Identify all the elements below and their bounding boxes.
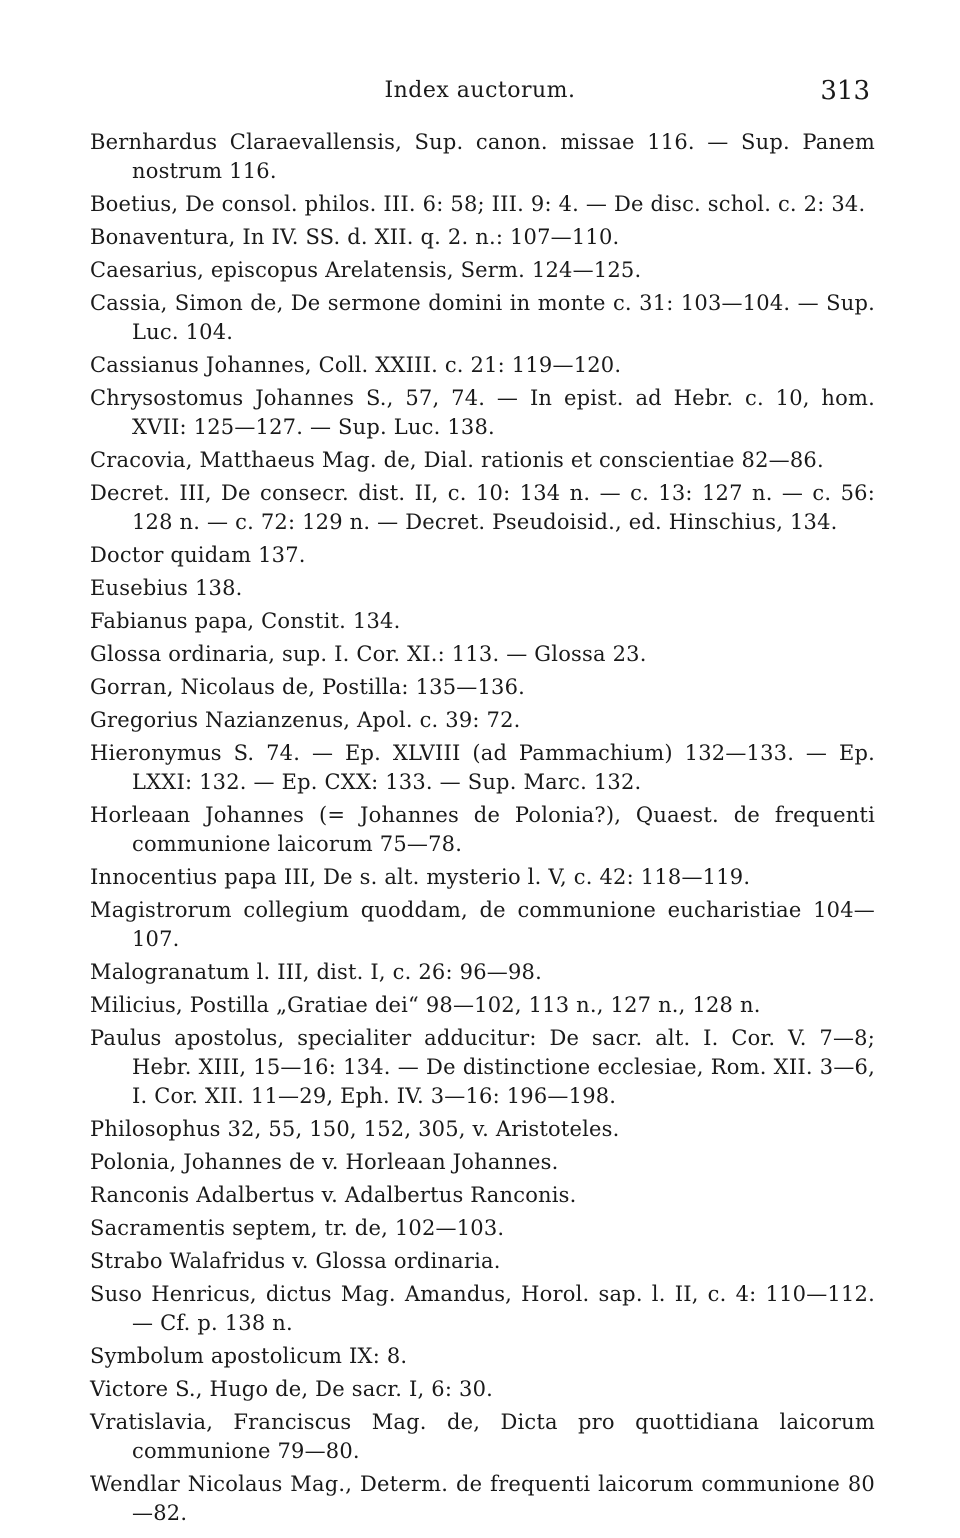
page-header	[90, 72, 870, 112]
index-entry: Sacramentis septem, tr. de, 102—103.	[90, 1216, 505, 1240]
index-entry: Glossa ordinaria, sup. I. Cor. XI.: 113. — Glossa 23.	[90, 642, 647, 666]
index-entry: Eusebius 138.	[90, 576, 243, 600]
index-entry: Cassia, Simon de, De sermone domini in monte c. 31: 103—104. — Sup. Luc. 104.	[90, 291, 875, 344]
index-entry: Doctor quidam 137.	[90, 543, 306, 567]
index-entry: Strabo Walafridus v. Glossa ordinaria.	[90, 1249, 501, 1273]
index-entry: Polonia, Johannes de v. Horleaan Johannes.	[90, 1150, 559, 1174]
index-entry: Philosophus 32, 55, 150, 152, 305, v. Aristoteles.	[90, 1117, 620, 1141]
index-list	[90, 128, 875, 1532]
index-entry: Cracovia, Matthaeus Mag. de, Dial. rationis et conscientiae 82—86.	[90, 448, 824, 472]
index-entry: Wendlar Nicolaus Mag., Determ. de frequenti laicorum communione 80—82.	[90, 1472, 875, 1525]
index-entry: Cassianus Johannes, Coll. XXIII. c. 21: 119—120.	[90, 353, 622, 377]
index-entry: Malogranatum l. III, dist. I, c. 26: 96—98.	[90, 960, 542, 984]
index-entry: Victore S., Hugo de, De sacr. I, 6: 30.	[90, 1377, 494, 1401]
index-entry: Gorran, Nicolaus de, Postilla: 135—136.	[90, 675, 526, 699]
index-entry: Fabianus papa, Constit. 134.	[90, 609, 401, 633]
index-entry: Innocentius papa III, De s. alt. mysterio l. V, c. 42: 118—119.	[90, 865, 751, 889]
index-entry: Vratislavia, Franciscus Mag. de, Dicta pro quottidiana laicorum communione 79—80.	[90, 1410, 875, 1463]
page-number: 313	[820, 76, 870, 106]
index-entry: Horleaan Johannes (= Johannes de Polonia?), Quaest. de frequenti communione laicorum 75—78.	[90, 803, 875, 856]
index-entry: Chrysostomus Johannes S., 57, 74. — In epist. ad Hebr. c. 10, hom. XVII: 125—127. — Sup. Luc. 138.	[90, 386, 875, 439]
index-entry: Decret. III, De consecr. dist. II, c. 10: 134 n. — c. 13: 127 n. — c. 56: 128 n. — c. 72: 129 n. — Decret. Pseudoisid., ed. Hinschius, 134.	[90, 481, 875, 534]
index-entry: Suso Henricus, dictus Mag. Amandus, Horol. sap. l. II, c. 4: 110—112. — Cf. p. 138 n.	[90, 1282, 875, 1335]
index-entry: Caesarius, episcopus Arelatensis, Serm. 124—125.	[90, 258, 642, 282]
index-entry: Hieronymus S. 74. — Ep. XLVIII (ad Pammachium) 132—133. — Ep. LXXI: 132. — Ep. CXX: 133. — Sup. Marc. 132.	[90, 741, 875, 794]
running-title: Index auctorum.	[384, 78, 576, 103]
index-entry: Paulus apostolus, specialiter adducitur: De sacr. alt. I. Cor. V. 7—8; Hebr. XIII, 15—16: 134. — De distinctione ecclesiae, Rom. XII. 3—6, I. Cor. XII. 11—29, Eph. IV. 3—16: 196—198.	[90, 1026, 875, 1108]
index-entry: Gregorius Nazianzenus, Apol. c. 39: 72.	[90, 708, 521, 732]
index-entry: Magistrorum collegium quoddam, de communione eucharistiae 104—107.	[90, 898, 875, 951]
index-entry: Boetius, De consol. philos. III. 6: 58; III. 9: 4. — De disc. schol. c. 2: 34.	[90, 192, 866, 216]
index-entry: Ranconis Adalbertus v. Adalbertus Ranconis.	[90, 1183, 577, 1207]
index-entry: Symbolum apostolicum IX: 8.	[90, 1344, 408, 1368]
index-entry: Bonaventura, In IV. SS. d. XII. q. 2. n.: 107—110.	[90, 225, 620, 249]
index-entry: Milicius, Postilla „Gratiae dei“ 98—102, 113 n., 127 n., 128 n.	[90, 993, 761, 1017]
index-entry: Bernhardus Claraevallensis, Sup. canon. missae 116. — Sup. Panem nostrum 116.	[90, 130, 875, 183]
